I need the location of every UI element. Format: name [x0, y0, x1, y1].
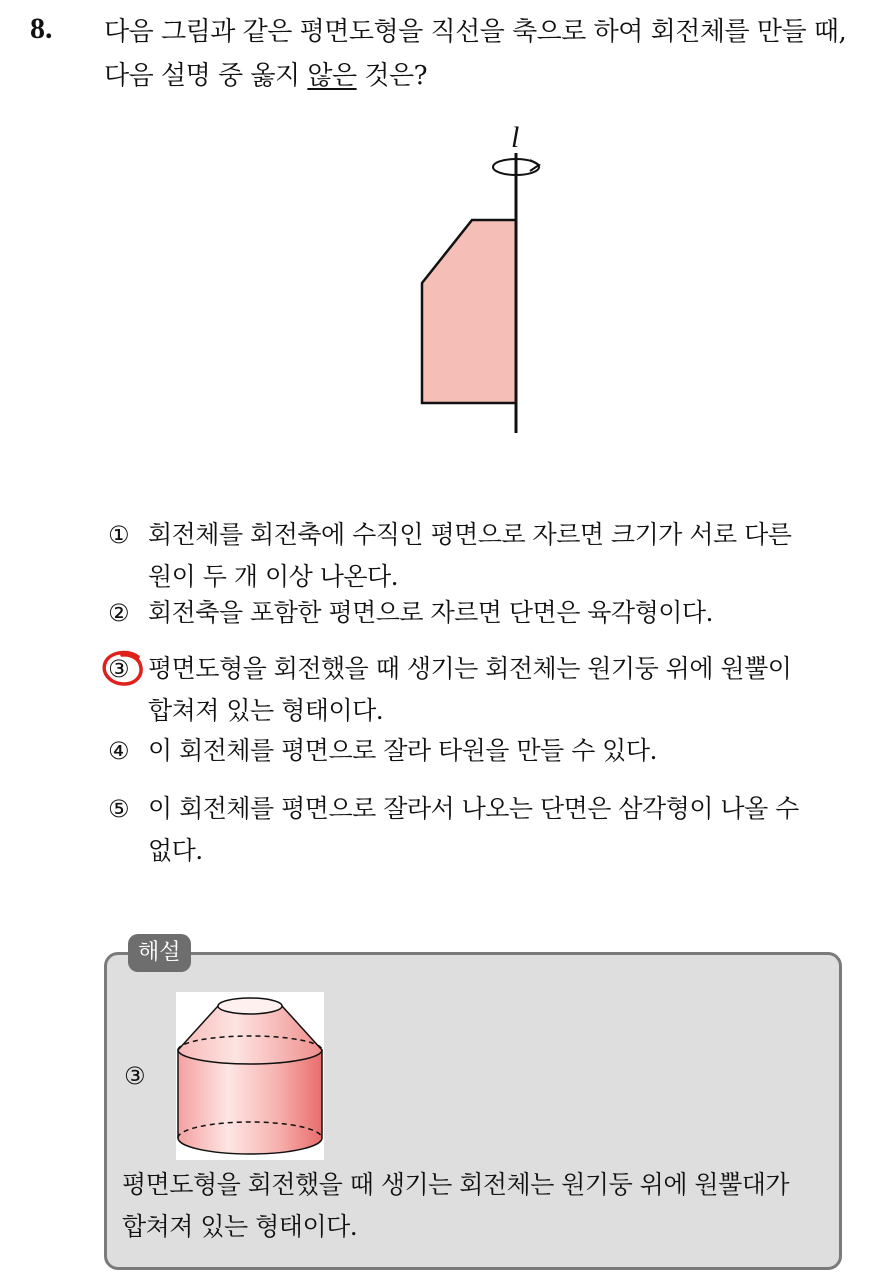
answer-circle-icon — [100, 648, 148, 690]
axis-label: l — [511, 121, 520, 154]
stem-line-2-post: 것은? — [356, 61, 428, 91]
choice-4-text-line1: 이 회전체를 평면으로 잘라 타원을 만들 수 있다. — [148, 736, 657, 765]
choice-3-text-line2: 합쳐져 있는 형태이다. — [148, 696, 384, 725]
choice-3-text-line1: 평면도형을 회전했을 때 생기는 회전체는 원기둥 위에 원뿔이 — [148, 654, 792, 683]
explanation-number: ③ — [124, 1062, 146, 1090]
choice-4-mark: ④ — [108, 737, 130, 765]
plane-figure-svg — [400, 115, 560, 445]
question-number: 8. — [30, 12, 53, 45]
choice-5-mark: ⑤ — [108, 795, 130, 823]
stem-underlined-word: 않은 — [307, 61, 357, 91]
choice-3-mark: ③ — [108, 655, 130, 683]
choice-5-text-line2: 없다. — [148, 836, 203, 865]
explanation-line-1: 평면도형을 회전했을 때 생기는 회전체는 원기둥 위에 원뿔대가 — [122, 1170, 790, 1199]
explanation-tag: 해설 — [128, 934, 191, 972]
explanation-text — [122, 1164, 832, 1248]
frustum-cylinder-svg — [176, 992, 324, 1160]
choice-2[interactable] — [108, 592, 848, 634]
choice-2-mark: ② — [108, 599, 130, 627]
selected-answer-circle — [100, 648, 148, 690]
choice-5[interactable] — [108, 788, 848, 872]
solid-of-revolution-image — [176, 992, 324, 1160]
choice-3[interactable] — [108, 648, 848, 732]
choice-1[interactable] — [108, 514, 848, 598]
choice-1-text-line2: 원이 두 개 이상 나온다. — [148, 562, 399, 591]
choice-5-text-line1: 이 회전체를 평면으로 잘라서 나오는 단면은 삼각형이 나올 수 — [148, 794, 799, 823]
choice-2-text-line1: 회전축을 포함한 평면으로 자르면 단면은 육각형이다. — [148, 598, 713, 627]
explanation-line-2: 합쳐져 있는 형태이다. — [122, 1212, 358, 1241]
question-stem — [104, 10, 874, 98]
choice-1-mark: ① — [108, 521, 130, 549]
choice-4[interactable] — [108, 730, 848, 772]
stem-line-1: 다음 그림과 같은 평면도형을 직선을 축으로 하여 회전체를 만들 때, — [104, 17, 847, 47]
stem-line-2-pre: 다음 설명 중 옳지 — [104, 61, 308, 91]
stem-line-2 — [104, 54, 874, 98]
plane-figure-diagram — [400, 115, 560, 445]
plane-shape — [422, 220, 516, 403]
choice-1-text-line1: 회전체를 회전축에 수직인 평면으로 자르면 크기가 서로 다른 — [148, 520, 792, 549]
